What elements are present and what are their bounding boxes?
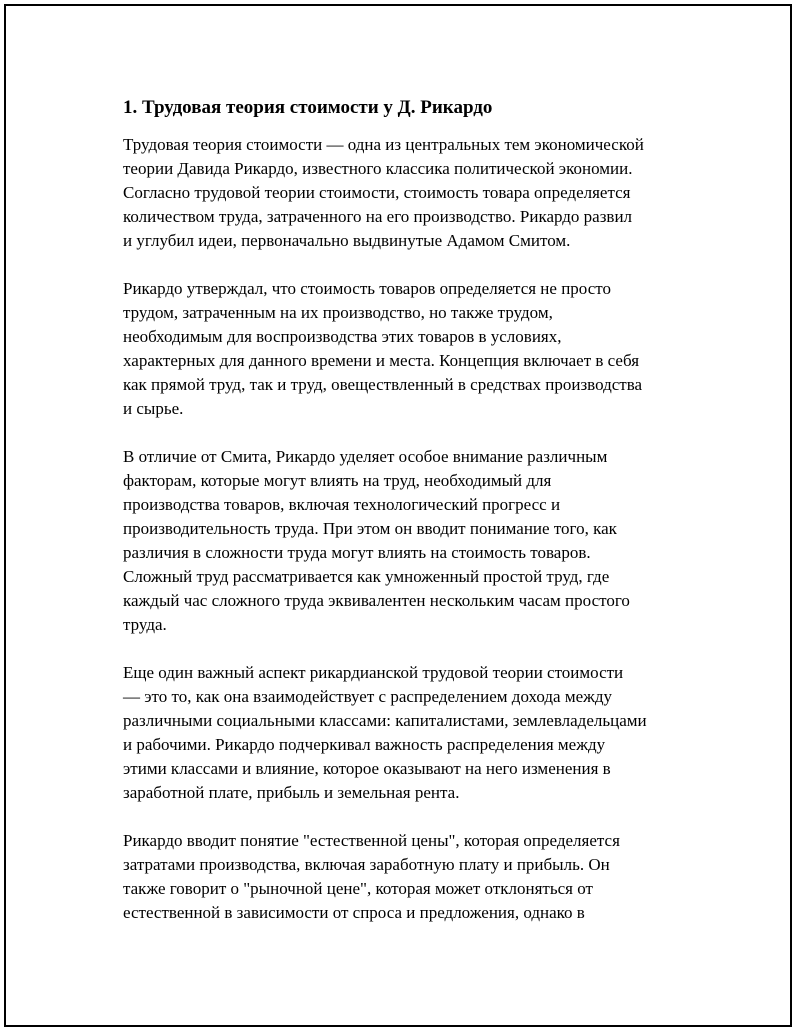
paragraph-2: Рикардо утверждал, что стоимость товаров определяется не просто трудом, затраченным на их производство, но также трудом, необходимым для воспроизводства этих товаров в условиях, характерных для данного времени и места. Концепция включает в себя как прямой труд, так и труд, овеществленный в средствах производства и сырье. <box>123 279 643 418</box>
paragraph-4: Еще один важный аспект рикардианской трудовой теории стоимости — это то, как она взаимодействует с распределением дохода между различными социальными классами: капиталистами, землевладельцами и рабочими. Рикардо подчеркивал важность распределения между этими классами и влияние, которое оказывают на него изменения в заработной плате, прибыль и земельная рента. <box>123 663 647 802</box>
paragraph-1: Трудовая теория стоимости — одна из центральных тем экономической теории Давида Рикардо, известного классика политической экономии. Согласно трудовой теории стоимости, стоимость товара определяется количеством труда, затраченного на его производство. Рикардо развил и углубил идеи, первоначально выдвинутые Адамом Смитом. <box>123 135 644 250</box>
document-content <box>123 94 698 949</box>
document-page <box>4 4 792 1027</box>
paragraph-5: Рикардо вводит понятие "естественной цены", которая определяется затратами производства, включая заработную плату и прибыль. Он также говорит о "рыночной цене", которая может отклоняться от естественной в зависимости от спроса и предложения, однако в <box>123 831 620 922</box>
page-title: 1. Трудовая теория стоимости у Д. Рикардо <box>123 97 493 118</box>
paragraph-3: В отличие от Смита, Рикардо уделяет особое внимание различным факторам, которые могут влиять на труд, необходимый для производства товаров, включая технологический прогресс и производительность труда. При этом он вводит понимание того, как различия в сложности труда могут влиять на стоимость товаров. Сложный труд рассматривается как умноженный простой труд, где каждый час сложного труда эквивалентен нескольким часам простого труда. <box>123 447 630 634</box>
